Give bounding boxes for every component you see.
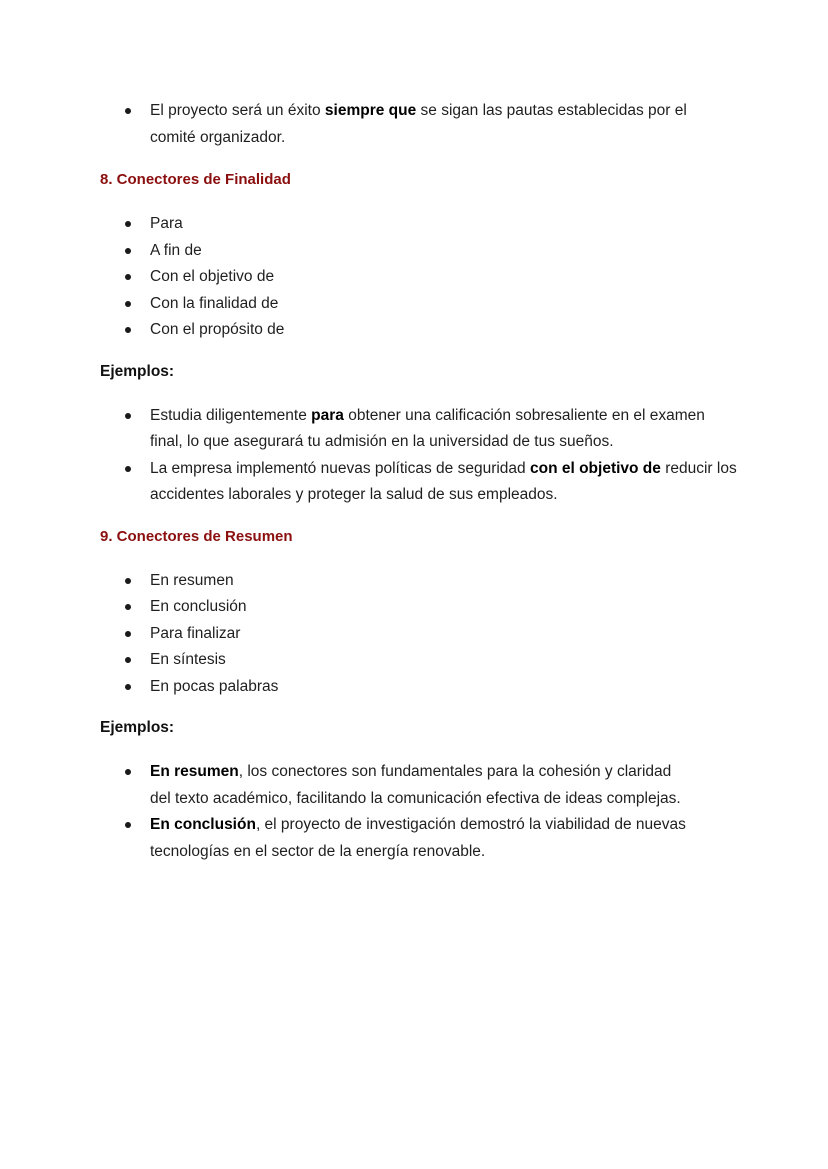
- document-content: [100, 98, 740, 865]
- list-item: [100, 594, 740, 621]
- bullet-icon: [125, 274, 131, 280]
- example-text-post: , el proyecto de investigación demostró la viabilidad de nuevas tecnologías en el sector de la energía renovable.: [150, 816, 686, 860]
- list-item: [100, 647, 740, 674]
- connector-item: Con el propósito de: [150, 321, 285, 338]
- bullet-icon: [125, 604, 131, 610]
- connector-item: Para: [150, 215, 183, 232]
- example-connector: siempre que: [324, 102, 417, 119]
- bullet-icon: [125, 466, 131, 472]
- list-item: [100, 317, 740, 344]
- list-item: [100, 568, 740, 595]
- bullet-icon: [125, 822, 131, 828]
- example-connector: En conclusión: [150, 816, 256, 833]
- example-text-pre: Estudia diligentemente: [150, 406, 312, 424]
- connector-item: Con el objetivo de: [150, 268, 275, 285]
- section-heading-9: 9. Conectores de Resumen: [100, 527, 293, 545]
- example-text-pre: La empresa implementó nuevas políticas de seguridad: [150, 459, 530, 477]
- examples-list-9: [100, 759, 740, 865]
- bullet-icon: [125, 327, 131, 333]
- bullet-icon: [125, 221, 131, 227]
- connector-item: En resumen: [150, 571, 234, 589]
- example-connector: para: [311, 406, 344, 424]
- list-item: [100, 264, 740, 291]
- bullet-icon: [125, 248, 131, 254]
- list-item: [100, 211, 740, 238]
- bullet-icon: [125, 769, 131, 775]
- bullet-icon: [125, 631, 131, 637]
- connector-list-8: [100, 211, 740, 344]
- list-item: [100, 403, 740, 456]
- list-item: [100, 98, 740, 151]
- bullet-icon: [125, 301, 131, 307]
- example-text-pre: El proyecto será un éxito: [150, 102, 325, 119]
- bullet-icon: [125, 578, 131, 584]
- examples-heading-8: Ejemplos:: [100, 362, 175, 380]
- example-connector: En resumen: [150, 763, 239, 780]
- list-item: [100, 621, 740, 648]
- example-text-post: reducir los accidentes laborales y proteger la salud de sus empleados.: [150, 459, 737, 503]
- bullet-icon: [125, 657, 131, 663]
- bullet-icon: [125, 108, 131, 114]
- list-item: [100, 238, 740, 265]
- examples-list-8: [100, 403, 740, 509]
- bullet-icon: [125, 413, 131, 419]
- examples-heading-9: Ejemplos:: [100, 719, 175, 736]
- connector-list-9: [100, 568, 740, 701]
- list-item: [100, 291, 740, 318]
- connector-item: A fin de: [150, 241, 202, 259]
- list-item: [100, 456, 740, 509]
- bullet-icon: [125, 684, 131, 690]
- intro-list: [100, 98, 740, 151]
- list-item: [100, 759, 740, 812]
- example-text-post: se sigan las pautas establecidas por el comité organizador.: [150, 102, 687, 146]
- connector-item: Con la finalidad de: [150, 294, 279, 312]
- connector-item: Para finalizar: [150, 624, 241, 642]
- connector-item: En pocas palabras: [150, 677, 279, 695]
- connector-item: En conclusión: [150, 598, 247, 615]
- example-text-post: , los conectores son fundamentales para la cohesión y claridad del texto académico, facilitando la comunicación efectiva de ideas complejas.: [150, 763, 681, 807]
- section-heading-8: 8. Conectores de Finalidad: [100, 171, 291, 188]
- example-text-post: obtener una calificación sobresaliente en el examen final, lo que asegurará tu admisión en la universidad de tus sueños.: [150, 406, 705, 450]
- example-connector: con el objetivo de: [529, 459, 661, 477]
- list-item: [100, 812, 740, 865]
- list-item: [100, 674, 740, 701]
- connector-item: En síntesis: [150, 651, 226, 668]
